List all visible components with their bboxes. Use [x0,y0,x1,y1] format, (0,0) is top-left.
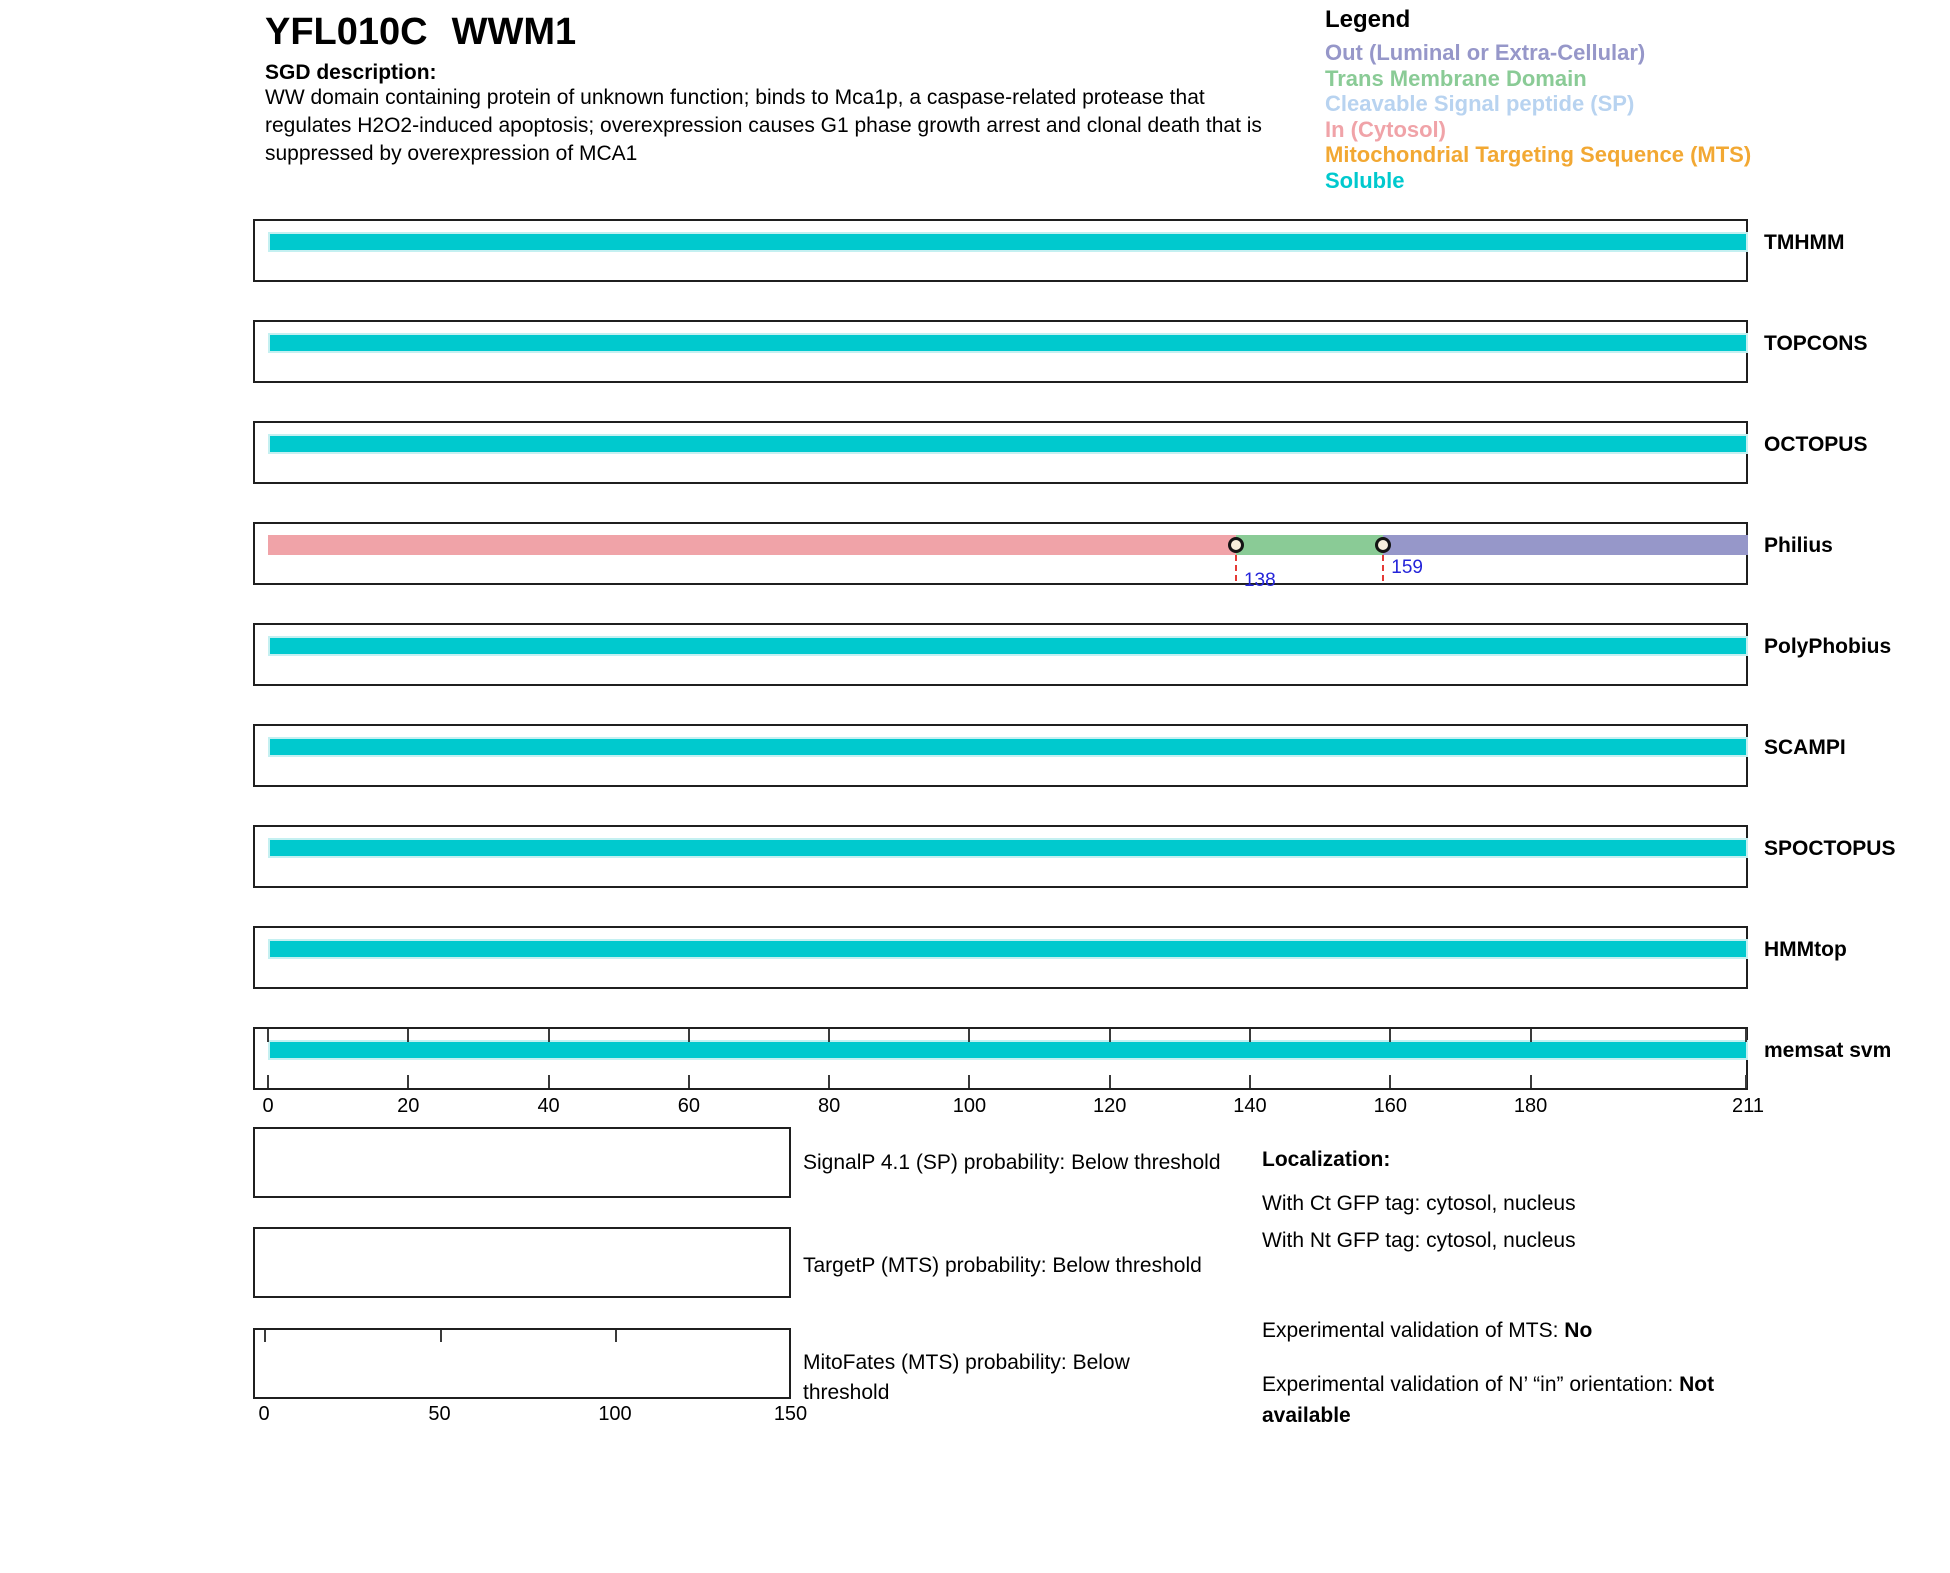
mitofates-plot-box [253,1328,791,1399]
localization-title: Localization: [1262,1148,1391,1171]
segment-soluble [268,636,1748,656]
mitofates-axis-tick [615,1330,617,1342]
track-label-spoctopus: SPOCTOPUS [1764,837,1896,860]
track-label-topcons: TOPCONS [1764,332,1868,355]
mitofates-axis-tick [264,1330,266,1342]
segment-tm [1236,535,1383,555]
segment-soluble [268,838,1748,858]
axis-tick [407,1029,409,1042]
mitofates-axis-tick-label: 150 [773,1403,808,1425]
legend-items [1325,40,1751,193]
axis-tick-label: 180 [1513,1095,1548,1117]
legend-item-soluble: Soluble [1325,167,1405,193]
axis-tick [267,1075,269,1088]
page-title [265,11,576,54]
track-box-scampi [253,724,1748,787]
track-box-spoctopus [253,825,1748,888]
segment-soluble [268,1040,1748,1060]
mitofates-axis-tick-label: 50 [428,1403,451,1425]
segment-soluble [268,939,1748,959]
axis-tick-label: 211 [1732,1095,1764,1117]
mitofates-label: MitoFates (MTS) probability: Below threshold [803,1351,1130,1404]
segment-soluble [268,434,1748,454]
track-label-hmmtop: HMMtop [1764,938,1847,961]
axis-tick [688,1029,690,1042]
mts-validation-label: Experimental validation of MTS: [1262,1319,1565,1342]
mitofates-axis-tick [440,1330,442,1342]
track-box-philius [253,522,1748,591]
sgd-description-label: SGD description: [265,61,437,84]
localization-nt-line: With Nt GFP tag: cytosol, nucleus [1262,1229,1576,1252]
axis-tick [828,1029,830,1042]
segment-soluble [268,737,1748,757]
legend-title: Legend [1325,6,1411,33]
orientation-validation-line [1262,1369,1807,1431]
axis-tick [1530,1075,1532,1088]
targetp-plot-box [253,1227,791,1298]
axis-tick [1389,1029,1391,1042]
axis-tick-label: 80 [818,1095,841,1117]
axis-tick [968,1075,970,1088]
segment-soluble [268,333,1748,353]
axis-tick [968,1029,970,1042]
description-line: regulates H2O2-induced apoptosis; overexpression causes G1 phase growth arrest and clonal death that is [265,114,1262,137]
track-box-hmmtop [253,926,1748,989]
legend-item-in: In (Cytosol) [1325,116,1446,142]
axis-tick [1109,1029,1111,1042]
mts-validation-line [1262,1315,1592,1346]
axis-tick [1745,1029,1747,1042]
axis-tick [548,1075,550,1088]
orientation-validation-value: Not available [1262,1373,1715,1427]
axis-tick-label: 100 [952,1095,987,1117]
axis-tick-label: 20 [397,1095,420,1117]
orientation-validation-label: Experimental validation of N’ “in” orientation: [1262,1373,1680,1396]
axis-tick-label: 120 [1093,1095,1127,1117]
boundary-position-label: 159 [1391,557,1423,578]
axis-tick [407,1075,409,1088]
track-box-tmhmm [253,219,1748,282]
axis-tick-label: 160 [1373,1095,1407,1117]
axis-tick-label: 40 [537,1095,560,1117]
axis-tick [828,1075,830,1088]
mitofates-axis-tick-label: 100 [598,1403,632,1425]
axis-tick [1109,1075,1111,1088]
track-label-polyphobius: PolyPhobius [1764,635,1892,658]
track-box-topcons [253,320,1748,383]
axis-tick [267,1029,269,1042]
signalp-plot-box [253,1127,791,1198]
boundary-position-label: 138 [1243,570,1276,591]
track-label-scampi: SCAMPI [1764,736,1846,759]
localization-ct-line: With Ct GFP tag: cytosol, nucleus [1262,1192,1576,1215]
axis-tick-label: 140 [1233,1095,1267,1117]
mitofates-axis-tick-label: 0 [258,1403,270,1425]
track-box-polyphobius [253,623,1748,686]
axis-tick [1530,1029,1532,1042]
track-label-tmhmm: TMHMM [1764,231,1845,254]
sgd-description-text [265,84,1262,168]
description-line: suppressed by overexpression of MCA1 [265,142,638,165]
axis-tick [1249,1075,1251,1088]
mts-validation-value: No [1564,1319,1593,1342]
axis-tick-label: 0 [262,1095,274,1117]
track-label-memsat-svm: memsat svm [1764,1039,1892,1062]
axis-tick [1249,1029,1251,1042]
track-label-philius: Philius [1764,534,1833,557]
track-label-octopus: OCTOPUS [1764,433,1868,456]
signalp-label: SignalP 4.1 (SP) probability: Below threshold [803,1151,1221,1174]
segment-in [268,535,1236,555]
description-line: WW domain containing protein of unknown function; binds to Mca1p, a caspase-related protease that [265,86,1205,109]
axis-tick-label: 60 [677,1095,700,1117]
boundary-marker-icon [1228,537,1244,553]
axis-tick [688,1075,690,1088]
gene-id: YFL010C [265,11,428,53]
legend-item-mts: Mitochondrial Targeting Sequence (MTS) [1325,142,1752,167]
track-box-octopus [253,421,1748,484]
legend-item-sp: Cleavable Signal peptide (SP) [1325,91,1635,116]
segment-soluble [268,232,1748,252]
targetp-label: TargetP (MTS) probability: Below threshold [803,1254,1202,1277]
segment-out [1383,535,1748,555]
legend [1325,6,1751,193]
axis-tick [548,1029,550,1042]
axis-tick [1745,1075,1747,1088]
axis-tick [1389,1075,1391,1088]
legend-item-tm: Trans Membrane Domain [1325,65,1587,91]
track-box-memsat-svm [253,1027,1748,1090]
gene-name: WWM1 [451,11,577,53]
legend-item-out: Out (Luminal or Extra-Cellular) [1325,40,1646,65]
